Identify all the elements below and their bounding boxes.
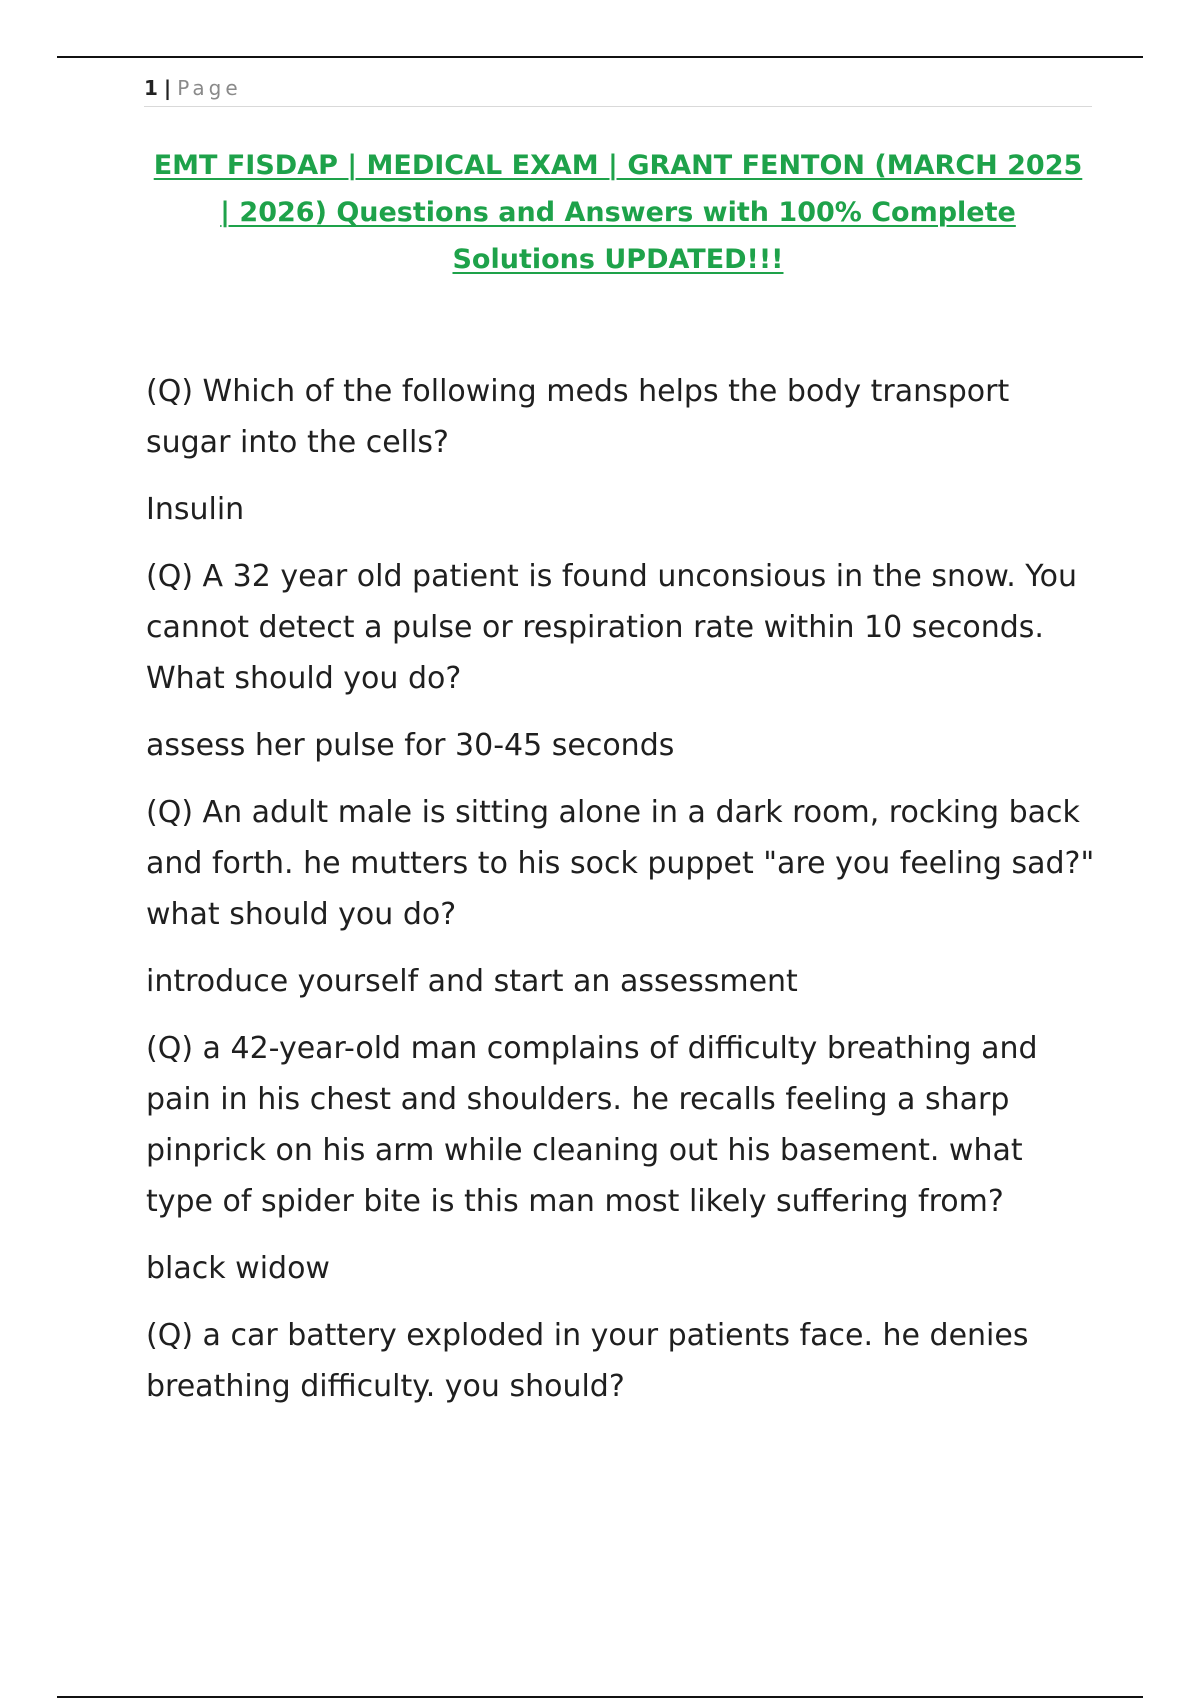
question-2: (Q) A 32 year old patient is found unconsious in the snow. You cannot detect a pulse or respiration rate within 10 seconds. What should you do? [146, 559, 1077, 696]
qa-content [146, 366, 1096, 1428]
page-label: Page [177, 76, 242, 100]
top-rule [57, 56, 1143, 58]
answer-2: assess her pulse for 30-45 seconds [146, 728, 675, 763]
answer-1: Insulin [146, 492, 245, 527]
question-4: (Q) a 42-year-old man complains of difficulty breathing and pain in his chest and shoulders. he recalls feeling a sharp pinprick on his arm while cleaning out his basement. what type of spider bite is this man most likely suffering from? [146, 1031, 1038, 1219]
question-3: (Q) An adult male is sitting alone in a dark room, rocking back and forth. he mutters to his sock puppet "are you feeling sad?" what should you do? [146, 795, 1095, 932]
answer-3: introduce yourself and start an assessment [146, 964, 798, 999]
question-5: (Q) a car battery exploded in your patients face. he denies breathing difficulty. you should? [146, 1318, 1029, 1404]
document-title-text: EMT FISDAP | MEDICAL EXAM | GRANT FENTON (MARCH 2025 | 2026) Questions and Answers with 100% Complete Solutions UPDATED!!! [153, 150, 1083, 275]
page-header [144, 70, 1092, 107]
answer-4: black widow [146, 1251, 330, 1286]
bottom-rule [57, 1696, 1143, 1698]
page-number: 1 [144, 76, 158, 100]
question-1: (Q) Which of the following meds helps the body transport sugar into the cells? [146, 374, 1010, 460]
header-separator: | [163, 76, 172, 100]
document-title [150, 142, 1086, 283]
